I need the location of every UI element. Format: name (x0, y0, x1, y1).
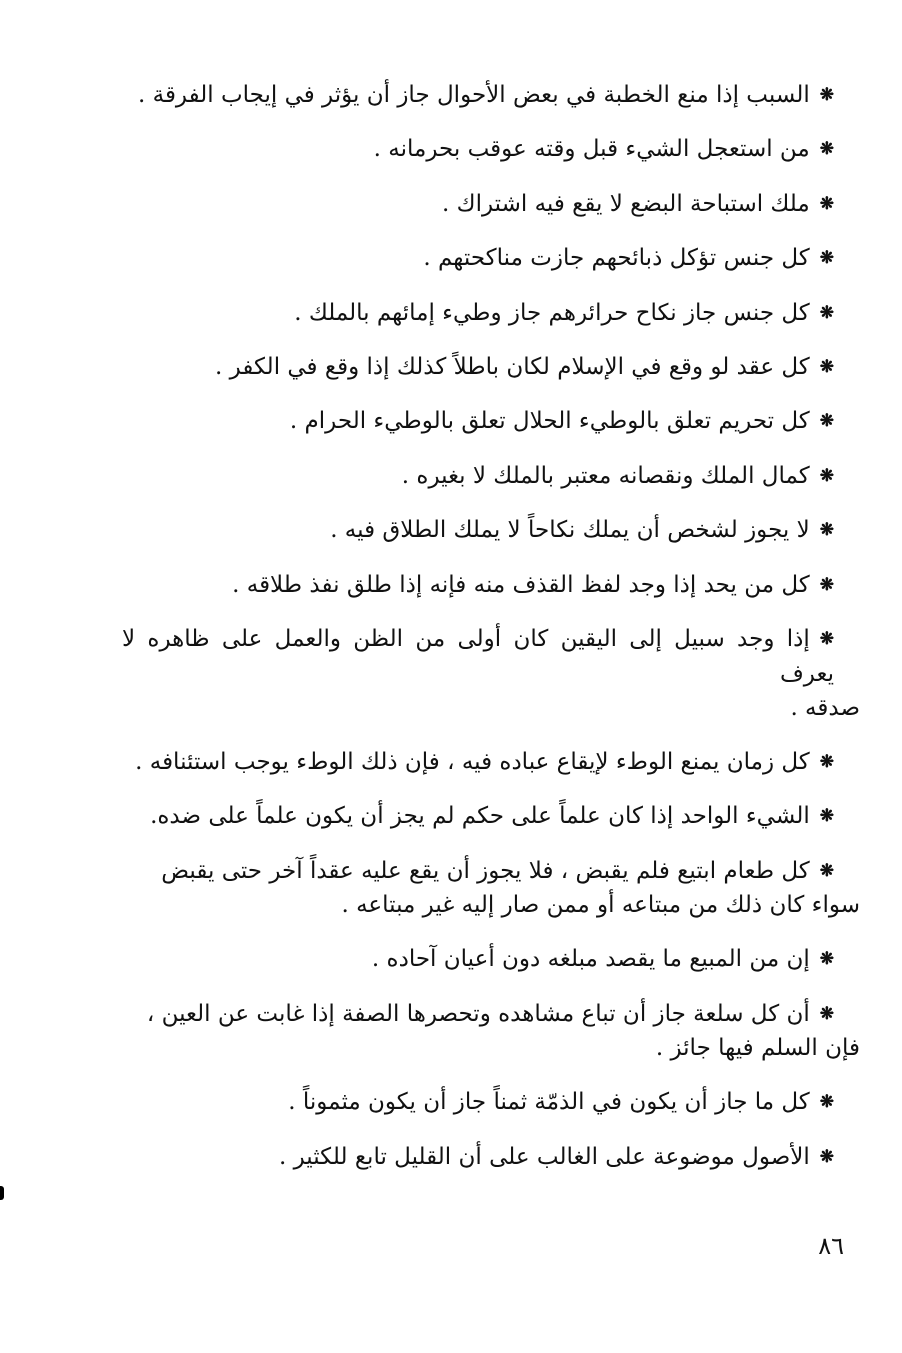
bullet-icon: ❋ (819, 949, 834, 970)
rule-item (122, 745, 860, 780)
bullet-icon: ❋ (819, 139, 834, 160)
bullet-icon: ❋ (819, 1092, 834, 1113)
rule-text-line2: فإن السلم فيها جائز . (655, 1035, 860, 1062)
rule-item (122, 513, 860, 548)
rule-text: كل تحريم تعلق بالوطيء الحلال تعلق بالوطيء الحرام . (289, 408, 810, 435)
rule-item (122, 942, 860, 977)
rule-item (122, 568, 860, 603)
bullet-icon: ❋ (819, 860, 834, 881)
rule-text: الشيء الواحد إذا كان علماً على حكم لم يجز أن يكون علماً على ضده. (150, 803, 810, 830)
rule-text: كل ما جاز أن يكون في الذمّة ثمناً جاز أن يكون مثموناً . (288, 1089, 810, 1116)
rule-text: كل زمان يمنع الوطء لإيقاع عباده فيه ، فإن ذلك الوطء يوجب استئنافه . (135, 748, 810, 775)
rule-text-line2: صدقه . (790, 695, 860, 722)
rule-item (122, 854, 860, 923)
rule-text: ملك استباحة البضع لا يقع فيه اشتراك . (442, 190, 810, 217)
bullet-icon: ❋ (819, 1003, 834, 1024)
rule-item (122, 404, 860, 439)
rule-text: إن من المبيع ما يقصد مبلغه دون أعيان آحاده . (371, 946, 810, 973)
bullet-icon: ❋ (819, 356, 834, 377)
rule-text: كل عقد لو وقع في الإسلام لكان باطلاً كذلك إذا وقع في الكفر . (215, 353, 810, 380)
rule-text: من استعجل الشيء قبل وقته عوقب بحرمانه . (373, 136, 810, 163)
rule-text: الأصول موضوعة على الغالب على أن القليل تابع للكثير . (278, 1143, 810, 1170)
rule-text: كل من يحد إذا وجد لفظ القذف منه فإنه إذا طلق نفذ طلاقه . (232, 571, 810, 598)
bullet-icon: ❋ (819, 193, 834, 214)
bullet-icon: ❋ (819, 85, 834, 105)
rule-item (122, 459, 860, 494)
rule-text: كمال الملك ونقصانه معتبر بالملك لا بغيره . (401, 462, 810, 489)
rule-item (122, 350, 860, 385)
bullet-icon: ❋ (819, 248, 834, 269)
rule-text-line1: إذا وجد سبيل إلى اليقين كان أولى من الظن والعمل على ظاهره لا يعرف (122, 625, 834, 687)
rule-text: لا يجوز لشخص أن يملك نكاحاً لا يملك الطلاق فيه . (330, 517, 810, 544)
rule-text-line2: سواء كان ذلك من مبتاعه أو ممن صار إليه غير مبتاعه . (341, 892, 860, 919)
rule-text: كل جنس جاز نكاح حرائرهم جاز وطيء إمائهم بالملك . (294, 299, 810, 326)
bullet-icon: ❋ (819, 806, 834, 827)
bullet-icon: ❋ (819, 302, 834, 323)
scan-edge-mark (0, 1186, 4, 1200)
bullet-icon: ❋ (819, 465, 834, 486)
bullet-icon: ❋ (819, 574, 834, 595)
rules-list (122, 78, 860, 1194)
rule-item (122, 78, 860, 113)
rule-item (122, 997, 860, 1066)
bullet-icon: ❋ (819, 1146, 834, 1167)
bullet-icon: ❋ (819, 751, 834, 772)
rule-item (122, 1085, 860, 1120)
rule-item (122, 132, 860, 167)
rule-item (122, 1140, 860, 1175)
rule-text: السبب إذا منع الخطبة في بعض الأحوال جاز أن يؤثر في إيجاب الفرقة . (137, 82, 810, 108)
bullet-icon: ❋ (819, 520, 834, 541)
page-number: ٨٦ (818, 1232, 844, 1260)
rule-item (122, 799, 860, 834)
rule-text: كل جنس تؤكل ذبائحهم جازت مناكحتهم . (423, 245, 810, 272)
rule-item (122, 296, 860, 331)
rule-item (122, 241, 860, 276)
rule-item (122, 622, 860, 726)
bullet-icon: ❋ (819, 628, 834, 649)
bullet-icon: ❋ (819, 411, 834, 432)
rule-text-line1: كل طعام ابتيع فلم يقبض ، فلا يجوز أن يقع عليه عقداً آخر حتى يقبض (161, 857, 810, 884)
rule-text-line1: أن كل سلعة جاز أن تباع مشاهده وتحصرها الصفة إذا غابت عن العين ، (146, 1000, 810, 1027)
rule-item (122, 187, 860, 222)
